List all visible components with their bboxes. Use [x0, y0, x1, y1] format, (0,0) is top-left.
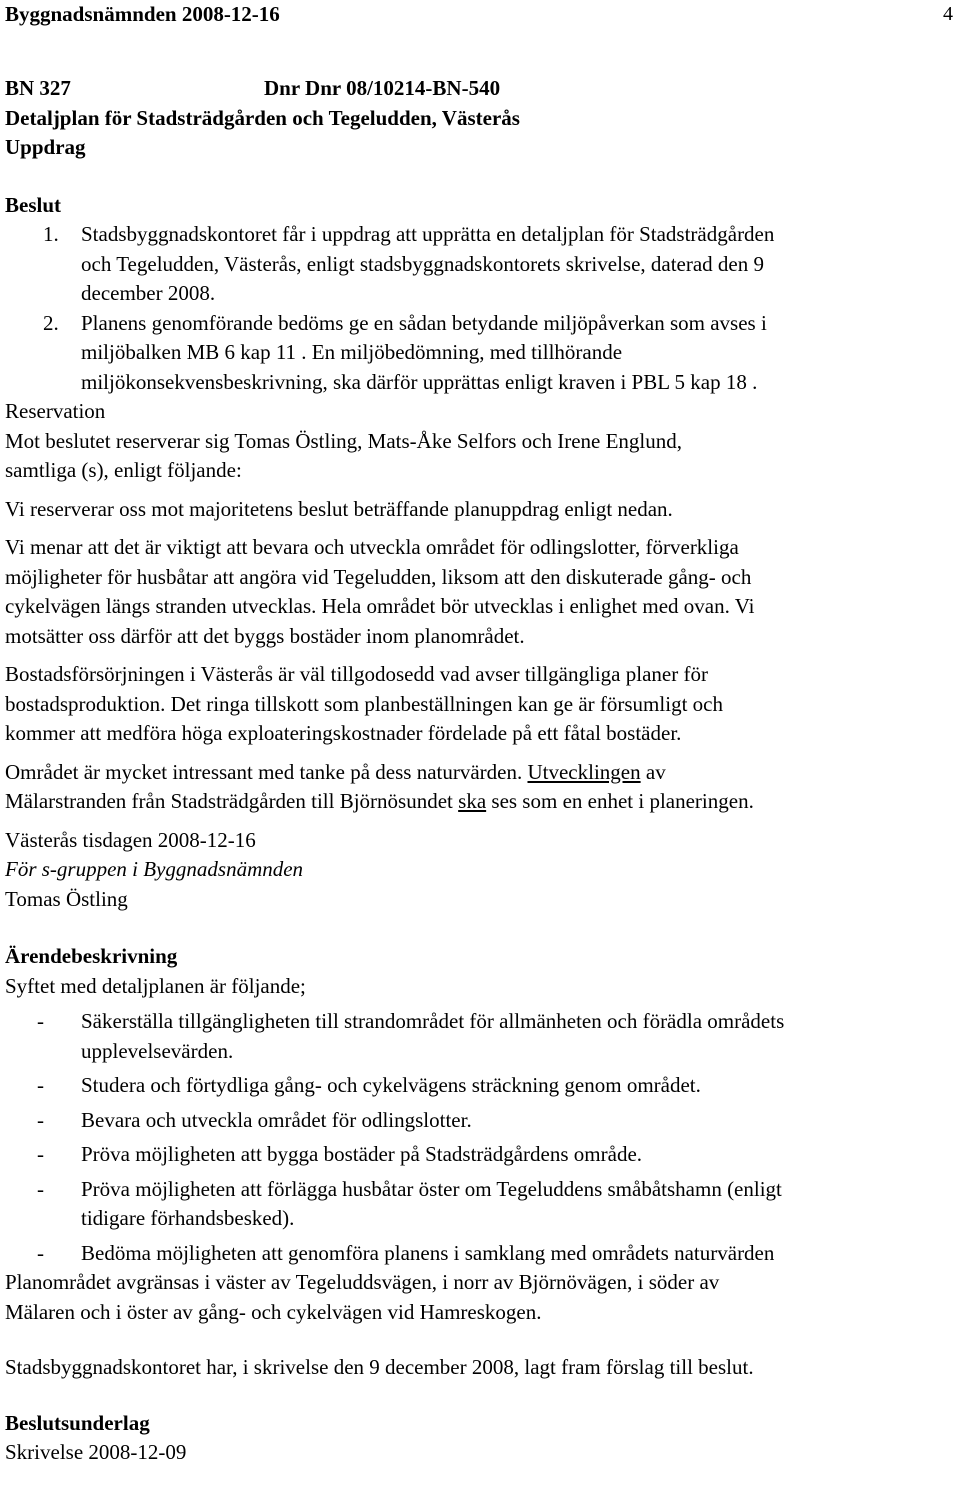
purpose-item [5, 1007, 953, 1066]
paragraph-line: motsätter oss därför att det byggs bostäder inom planområdet. [5, 623, 525, 648]
proposal-text: Stadsbyggnadskontoret har, i skrivelse den 9 december 2008, lagt fram förslag till beslut. [5, 1355, 754, 1379]
document-page [5, 0, 953, 1468]
beslut-heading: Beslut [5, 192, 62, 217]
signature-name: Tomas Östling [5, 886, 128, 911]
underlined-word: ska [458, 789, 487, 813]
beslut-list [5, 220, 953, 397]
beslut-item-2 [5, 309, 953, 398]
reservation-paragraph-2 [5, 533, 953, 651]
purpose-line: upplevelsevärden. [81, 1038, 234, 1063]
arende-intro: Syftet med detaljplanen är följande; [5, 973, 306, 998]
signature-place-date: Västerås tisdagen 2008-12-16 [5, 827, 256, 852]
case-reference [5, 74, 953, 104]
beslutsunderlag-heading: Beslutsunderlag [5, 1410, 150, 1435]
underlined-word: Utvecklingen [527, 759, 641, 784]
dash-bullet: - [37, 1240, 44, 1265]
reservation-intro-line: Mot beslutet reserverar sig Tomas Östling, Mats-Åke Selfors och Irene Englund, [5, 428, 682, 453]
beslut-line: december 2008. [81, 281, 216, 305]
dnr-number: Dnr Dnr 08/10214-BN-540 [264, 76, 501, 100]
purpose-item [5, 1106, 953, 1136]
reservation-intro-line: samtliga (s), enligt följande: [5, 458, 242, 482]
paragraph-line [5, 758, 953, 788]
purpose-item [5, 1071, 953, 1101]
purpose-item [5, 1239, 953, 1269]
dash-bullet: - [37, 1142, 44, 1166]
page-header [5, 0, 953, 30]
paragraph-line: Planområdet avgränsas i väster av Tegeluddsvägen, i norr av Björnövägen, i söder av [5, 1270, 720, 1294]
beslut-line: Stadsbyggnadskontoret får i uppdrag att upprätta en detaljplan för Stadsträdgården [81, 222, 775, 246]
paragraph-line: bostadsproduktion. Det ringa tillskott som planbeställningen kan ge är försumligt och [5, 691, 723, 716]
text-run: Mälarstranden från Stadsträdgården till Björnösundet [5, 789, 459, 813]
dash-bullet: - [37, 1073, 44, 1097]
purpose-item [5, 1175, 953, 1234]
purpose-line: Studera och förtydliga gång- och cykelvägens sträckning genom området. [81, 1073, 701, 1097]
paragraph-line [5, 787, 953, 817]
text-run: Området är mycket intressant med tanke på dess naturvärden. [5, 759, 528, 784]
area-description [5, 1268, 953, 1327]
beslut-item-number: 1. [43, 222, 59, 246]
purpose-list [5, 1007, 953, 1268]
purpose-line: Pröva möjligheten att bygga bostäder på Stadsträdgårdens område. [81, 1142, 643, 1166]
header-title: Byggnadsnämnden 2008-12-16 [5, 2, 280, 26]
case-type: Uppdrag [5, 135, 86, 159]
beslut-line: miljökonsekvensbeskrivning, ska därför upprättas enligt kraven i PBL 5 kap 18 . [81, 369, 758, 394]
reservation-heading: Reservation [5, 399, 106, 423]
purpose-line: Pröva möjligheten att förlägga husbåtar öster om Tegeluddens småbåtshamn (enligt [81, 1176, 782, 1201]
paragraph-line: möjligheter för husbåtar att angöra vid Tegeludden, liksom att den diskuterade gång- och [5, 564, 752, 589]
bn-number: BN 327 [5, 76, 71, 100]
page-number: 4 [943, 3, 953, 25]
purpose-item [5, 1140, 953, 1170]
beslutsunderlag-item: Skrivelse 2008-12-09 [5, 1440, 187, 1464]
purpose-line: Bedöma möjligheten att genomföra planens i samklang med områdets naturvärden [81, 1240, 775, 1265]
reservation-paragraph-4 [5, 758, 953, 817]
purpose-line: tidigare förhandsbesked). [81, 1206, 295, 1230]
signature-group: För s-gruppen i Byggnadsnämnden [5, 857, 304, 881]
text-run: av [640, 759, 666, 784]
beslut-line: och Tegeludden, Västerås, enligt stadsbyggnadskontorets skrivelse, daterad den 9 [81, 251, 765, 276]
dash-bullet: - [37, 1176, 44, 1201]
purpose-line: Säkerställa tillgängligheten till strandområdet för allmänheten och förädla områdets [81, 1009, 785, 1033]
paragraph-line: Mälaren och i öster av gång- och cykelvägen vid Hamreskogen. [5, 1299, 542, 1324]
case-title: Detaljplan för Stadsträdgården och Tegeludden, Västerås [5, 105, 520, 130]
dash-bullet: - [37, 1107, 44, 1132]
arende-heading: Ärendebeskrivning [5, 944, 178, 968]
reservation-paragraph-1: Vi reserverar oss mot majoritetens beslut beträffande planuppdrag enligt nedan. [5, 496, 673, 521]
beslut-line: Planens genomförande bedöms ge en sådan betydande miljöpåverkan som avses i [81, 310, 767, 335]
dash-bullet: - [37, 1009, 44, 1033]
paragraph-line: Vi menar att det är viktigt att bevara och utveckla området för odlingslotter, förverkliga [5, 535, 739, 559]
purpose-line: Bevara och utveckla området för odlingslotter. [81, 1107, 472, 1132]
paragraph-line: Bostadsförsörjningen i Västerås är väl tillgodosedd vad avser tillgängliga planer för [5, 662, 708, 686]
paragraph-line: kommer att medföra höga exploateringskostnader fördelade på ett fåtal bostäder. [5, 721, 682, 745]
beslut-item-1 [5, 220, 953, 309]
text-run: ses som en enhet i planeringen. [486, 789, 754, 813]
paragraph-line: cykelvägen längs stranden utvecklas. Hela området bör utvecklas i enlighet med ovan. Vi [5, 594, 755, 618]
beslut-item-number: 2. [43, 310, 59, 335]
beslut-line: miljöbalken MB 6 kap 11 . En miljöbedömning, med tillhörande [81, 340, 623, 364]
reservation-paragraph-3 [5, 660, 953, 749]
